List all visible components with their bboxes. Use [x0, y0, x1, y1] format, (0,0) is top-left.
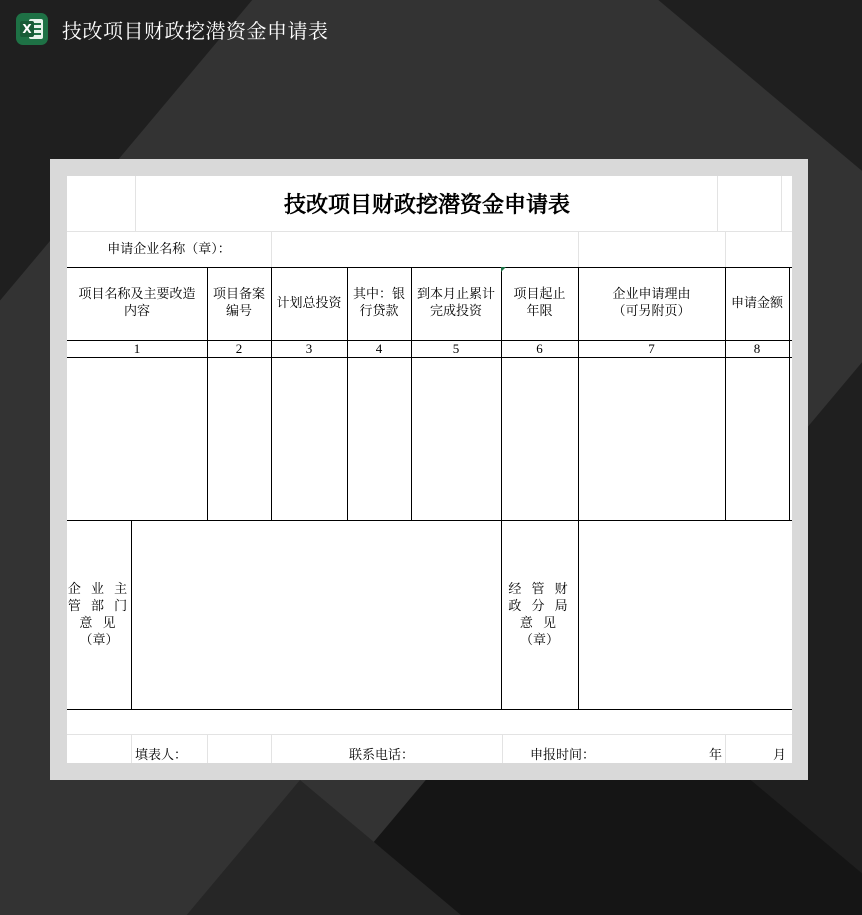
- month-label: 月: [773, 748, 787, 763]
- supervisor-opinion-label: 企 业 主 管 部 门 意 见 （章）: [67, 582, 131, 648]
- col-number-3: 3: [305, 341, 313, 356]
- col-header-6: 项目起止 年限: [513, 287, 566, 319]
- col-header-8: 申请金额: [730, 296, 783, 311]
- app-header: [16, 12, 329, 46]
- finance-bureau-opinion-label: 经 管 财 政 分 局 意 见 （章）: [508, 582, 571, 648]
- document-title: 技改项目财政挖潜资金申请表: [283, 192, 570, 218]
- spreadsheet-preview: [50, 159, 808, 780]
- phone-label: 联系电话：: [349, 748, 415, 763]
- col-header-4: 其中：银 行贷款: [352, 287, 405, 319]
- year-label: 年: [709, 748, 723, 763]
- filler-label: 填表人：: [135, 748, 188, 763]
- excel-icon: [16, 13, 48, 45]
- col-header-1: 项目名称及主要改造 内容: [78, 287, 196, 319]
- app-title: 技改项目财政挖潜资金申请表: [62, 18, 329, 43]
- col-number-4: 4: [375, 341, 383, 356]
- col-number-1: 1: [133, 341, 141, 356]
- col-number-2: 2: [235, 341, 243, 356]
- date-label: 申报时间：: [530, 748, 596, 763]
- applicant-name-label: 申请企业名称（章）：: [107, 242, 231, 257]
- col-number-7: 7: [648, 341, 655, 356]
- col-number-5: 5: [452, 341, 460, 356]
- col-header-7: 企业申请理由 （可另附页）: [612, 287, 691, 319]
- form-sheet: [67, 176, 792, 763]
- col-number-6: 6: [536, 341, 543, 356]
- col-header-2: 项目备案 编号: [212, 287, 265, 319]
- excel-icon-letter: X: [20, 21, 34, 37]
- col-header-5: 到本月止累计 完成投资: [416, 287, 495, 319]
- col-number-8: 8: [753, 341, 761, 356]
- col-header-3: 计划总投资: [276, 296, 342, 311]
- cell-comment-marker: [501, 267, 506, 272]
